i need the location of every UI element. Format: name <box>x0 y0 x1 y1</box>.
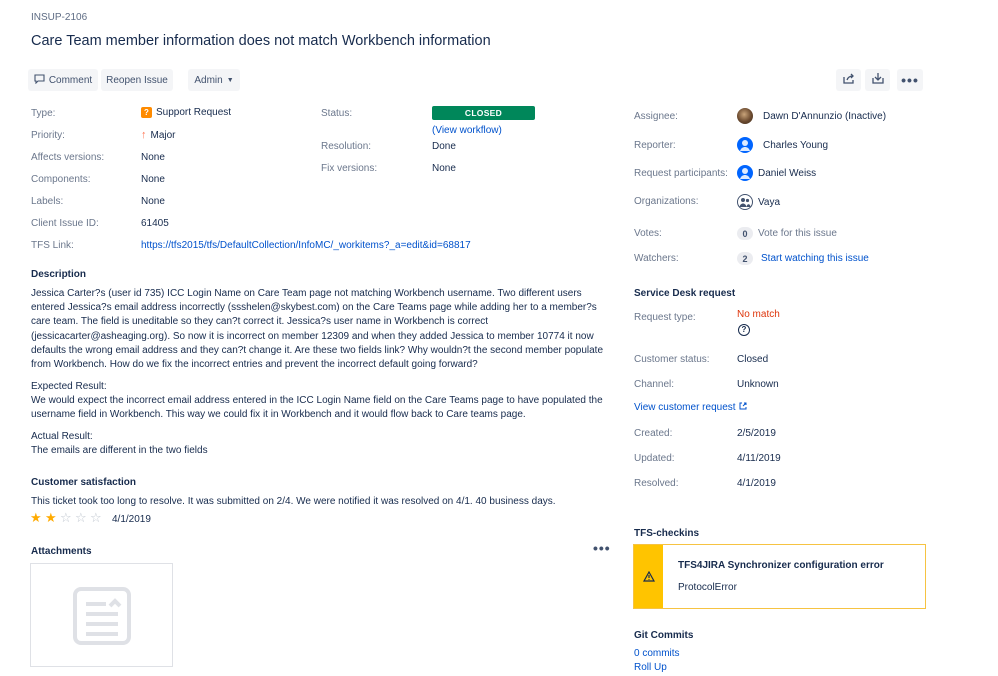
satisfaction-comment: This ticket took too long to resolve. It was submitted on 2/4. We were notified it was resolved on 4/1. 40 business days. <box>31 496 556 507</box>
attachments-title: Attachments <box>31 546 92 557</box>
organizations-value[interactable]: Vaya <box>758 197 781 208</box>
fix-versions-value: None <box>432 163 456 174</box>
git-commits-link[interactable]: 0 commits <box>634 648 680 659</box>
attachments-more-icon[interactable]: ••• <box>593 540 611 556</box>
type-label: Type: <box>31 108 56 119</box>
vote-action[interactable]: Vote for this issue <box>758 228 837 239</box>
created-value: 2/5/2019 <box>737 428 776 439</box>
watchers-label: Watchers: <box>634 253 679 264</box>
admin-label: Admin <box>194 74 223 86</box>
reporter-label: Reporter: <box>634 140 676 151</box>
reporter-value[interactable]: Charles Young <box>763 140 829 151</box>
start-watching-link[interactable]: Start watching this issue <box>761 253 869 264</box>
priority-value <box>141 129 176 141</box>
document-placeholder-icon <box>72 586 132 646</box>
client-issue-id-label: Client Issue ID: <box>31 218 99 229</box>
help-icon[interactable]: ? <box>738 324 750 336</box>
service-desk-title: Service Desk request <box>634 288 736 299</box>
warning-icon <box>643 571 655 582</box>
description-body: Jessica Carter?s (user id 735) ICC Login Name on Care Team page not matching Workbench username. Two different users entered Jessica?s email address incorrectly (ssshelen@skybest.com) on the Care Teams page while adding her to a member?s care team. The field is uneditable so they can?t correct it. Jessica?s user name in Workbench is correct (jessicacarter@asheaging.org). So now it is incorrect on member 12309 and when they added Jessica to member 10774 it now defaults the wrong email address and they can?t change it. Are these two fields link? Why wouldn?t the second member populate from Workbench. How do we fix the incorrect entries and prevent the incorrect default going forward? <box>31 288 604 371</box>
resolved-value: 4/1/2019 <box>737 478 776 489</box>
request-type-label: Request type: <box>634 312 696 323</box>
updated-label: Updated: <box>634 453 675 464</box>
star-filled-icon: ★ <box>45 510 57 525</box>
reopen-issue-label: Reopen Issue <box>106 74 168 86</box>
chevron-down-icon: ▼ <box>226 76 234 84</box>
tfs-error-body: ProtocolError <box>678 582 737 593</box>
assignee-avatar <box>737 108 753 124</box>
star-empty-icon: ☆ <box>60 510 72 525</box>
tfs-error-title: TFS4JIRA Synchronizer configuration error <box>678 560 884 571</box>
more-icon: ••• <box>901 72 919 88</box>
resolved-label: Resolved: <box>634 478 679 489</box>
expected-result-body: We would expect the incorrect email address entered in the ICC Login Name field on the Care Teams page to have populated the username field in Workbench. This way we could fix it in Workbench and it would flow back to Care teams page. <box>31 395 603 421</box>
issue-key[interactable]: INSUP-2106 <box>31 12 88 23</box>
assignee-label: Assignee: <box>634 111 678 122</box>
comment-button[interactable] <box>28 69 98 91</box>
labels-label: Labels: <box>31 196 64 207</box>
channel-value: Unknown <box>737 379 779 390</box>
channel-label: Channel: <box>634 379 675 390</box>
status-badge: CLOSED <box>432 106 535 120</box>
satisfaction-date: 4/1/2019 <box>112 514 151 525</box>
tfs-link[interactable]: https://tfs2015/tfs/DefaultCollection/InfoMC/_workitems?_a=edit&id=68817 <box>141 240 471 251</box>
star-empty-icon: ☆ <box>75 510 87 525</box>
view-customer-request-link[interactable] <box>634 402 747 413</box>
updated-value: 4/11/2019 <box>737 453 781 464</box>
export-icon <box>872 73 884 87</box>
reporter-avatar <box>737 137 753 153</box>
labels-value: None <box>141 196 165 207</box>
roll-up-link[interactable]: Roll Up <box>634 662 667 673</box>
reopen-issue-button[interactable] <box>101 69 173 91</box>
attachment-thumbnail[interactable] <box>30 563 173 667</box>
customer-status-value: Closed <box>737 354 769 365</box>
tfs-link-label: TFS Link: <box>31 240 74 251</box>
status-label: Status: <box>321 108 353 119</box>
star-filled-icon: ★ <box>30 510 42 525</box>
external-link-icon <box>739 402 747 413</box>
priority-value-text: Major <box>150 129 176 141</box>
customer-status-label: Customer status: <box>634 354 710 365</box>
share-icon <box>843 73 855 87</box>
client-issue-id-value: 61405 <box>141 218 169 229</box>
actual-result-label: Actual Result: <box>31 431 93 442</box>
votes-label: Votes: <box>634 228 662 239</box>
organization-avatar <box>737 194 753 210</box>
arrow-up-icon: ↑ <box>141 129 147 141</box>
tfs-checkins-title: TFS-checkins <box>634 528 700 539</box>
watchers-count: 2 <box>737 252 753 265</box>
priority-label: Priority: <box>31 130 65 141</box>
request-participants-value[interactable]: Daniel Weiss <box>758 168 817 179</box>
type-value <box>141 107 231 118</box>
organizations-label: Organizations: <box>634 196 699 207</box>
affects-versions-value: None <box>141 152 165 163</box>
affects-versions-label: Affects versions: <box>31 152 105 163</box>
comment-icon <box>34 74 45 87</box>
comment-button-label: Comment <box>48 74 93 86</box>
created-label: Created: <box>634 428 673 439</box>
user-icon <box>737 165 753 181</box>
user-icon <box>737 137 753 153</box>
votes-count: 0 <box>737 227 753 240</box>
components-value: None <box>141 174 165 185</box>
group-icon <box>738 195 752 209</box>
issue-summary[interactable]: Care Team member information does not match Workbench information <box>31 33 491 49</box>
star-empty-icon: ☆ <box>90 510 102 525</box>
components-label: Components: <box>31 174 91 185</box>
expected-result-label: Expected Result: <box>31 381 107 392</box>
git-commits-title: Git Commits <box>634 630 694 641</box>
customer-satisfaction-title: Customer satisfaction <box>31 477 137 488</box>
resolution-label: Resolution: <box>321 141 372 152</box>
actual-result-body: The emails are different in the two fields <box>31 445 208 456</box>
share-button[interactable] <box>836 69 861 91</box>
description-title: Description <box>31 269 87 280</box>
tfs-error-panel <box>633 544 926 609</box>
view-customer-request-text: View customer request <box>634 402 736 413</box>
assignee-value[interactable]: Dawn D'Annunzio (Inactive) <box>763 111 887 122</box>
participant-avatar <box>737 165 753 181</box>
more-actions-button[interactable] <box>897 69 923 91</box>
type-value-text: Support Request <box>156 107 232 118</box>
support-request-icon: ? <box>141 107 152 118</box>
fix-versions-label: Fix versions: <box>321 163 378 174</box>
admin-dropdown[interactable] <box>188 69 240 91</box>
request-type-value: No match <box>737 309 780 320</box>
warning-strip <box>634 545 663 608</box>
view-workflow-link[interactable]: (View workflow) <box>432 125 502 136</box>
export-button[interactable] <box>865 69 890 91</box>
resolution-value: Done <box>432 141 456 152</box>
request-participants-label: Request participants: <box>634 168 728 179</box>
